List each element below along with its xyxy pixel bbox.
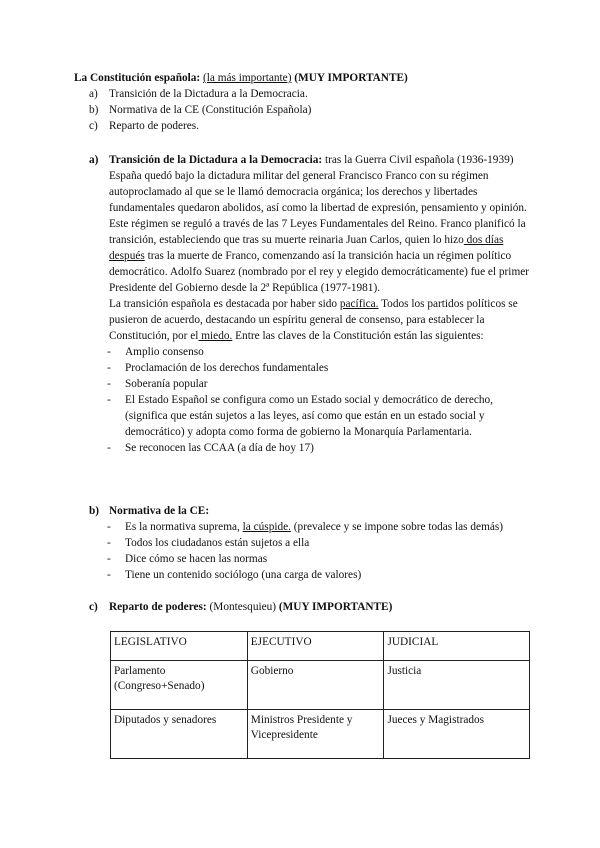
section-a-paragraph-2 (89, 296, 529, 344)
dash-marker: - (107, 442, 111, 454)
list-item-text: El Estado Español se configura como un Estado social y democrático de derecho,(significa que están sujetos a las leyes, así como que están en un estado social y democrático) y adopta como forma de gobierno la Monarquía Parlamentaria. (125, 394, 493, 438)
list-item (89, 567, 529, 583)
list-item-text: Todos los ciudadanos están sujetos a ella (125, 537, 310, 549)
list-item (89, 551, 529, 567)
section-a-marker: a) (89, 154, 99, 166)
title-main: La Constitución española: (74, 72, 201, 84)
index-marker: a) (89, 88, 98, 100)
index-list (89, 86, 311, 134)
section-c-header (89, 599, 529, 615)
table-cell: Gobierno (247, 661, 384, 710)
list-item (89, 392, 529, 440)
list-item-text: Amplio consenso (125, 346, 204, 358)
title-sub: (la más importante) (203, 72, 292, 84)
index-item (89, 86, 311, 102)
section-c-heading: Reparto de poderes: (109, 601, 207, 613)
section-a-text-5: Entre las claves de la Constitución están las siguientes: (232, 330, 484, 342)
index-text: Reparto de poderes. (109, 120, 200, 132)
table-header-row (111, 632, 530, 661)
dash-marker: - (107, 521, 111, 533)
dash-marker: - (107, 553, 111, 565)
section-b-heading: Normativa de la CE: (109, 505, 210, 517)
index-item (89, 118, 311, 134)
list-item (89, 376, 529, 392)
section-a (89, 152, 529, 456)
section-a-text-3: La transición española es destacada por haber sido (109, 298, 340, 310)
index-item (89, 102, 311, 118)
list-item (89, 344, 529, 360)
list-item-text: Proclamación de los derechos fundamentales (125, 362, 329, 374)
section-b-item-1a: Es la normativa suprema, (125, 521, 243, 533)
section-b-list (89, 519, 529, 583)
section-b-marker: b) (89, 505, 100, 517)
table-cell: Diputados y senadores (111, 710, 248, 759)
section-c (89, 599, 529, 615)
list-item (89, 535, 529, 551)
table-row (111, 661, 530, 710)
list-item (89, 519, 529, 535)
section-b-item-1b: (prevalece y se impone sobre todas las demás) (290, 521, 504, 533)
list-item-text: Tiene un contenido sociólogo (una carga de valores) (125, 569, 362, 581)
section-a-list (89, 344, 529, 456)
section-a-text-4: Todos los partidos políticos se pusieron de acuerdo, destacando un espíritu general de consenso, para establecer la Constitución, por el (109, 298, 518, 342)
section-a-underline-2: pacífica. (339, 298, 379, 310)
index-marker: c) (89, 120, 98, 132)
section-a-text-2: tras la muerte de Franco, comenzando así la transición hacia un régimen político democrático. Adolfo Suarez (nombrado por el rey y elegido democráticamente) fue el primer Presidente del Gobierno desde la 2ª República (1977-1981). (109, 250, 530, 294)
dash-marker: - (107, 394, 111, 406)
table-cell: Parlamento (Congreso+Senado) (111, 661, 248, 710)
index-text: Transición de la Dictadura a la Democracia. (109, 88, 308, 100)
section-b-item-1u: la cúspide. (242, 521, 291, 533)
document-title (74, 70, 408, 86)
table-header-cell: EJECUTIVO (247, 632, 384, 661)
table-cell: Ministros Presidente y Vicepresidente (247, 710, 384, 759)
section-c-marker: c) (89, 601, 98, 613)
table-cell: Justicia (384, 661, 530, 710)
list-item-text: Soberanía popular (125, 378, 208, 390)
section-a-text-1: tras la Guerra Civil española (1936-1939) España quedó bajo la dictadura militar del general Francisco Franco con su régimen autoproclamado al que se le llamó democracia orgánica; los derechos y libertades fundamentales quedaron abolidos, así como la libertad de expresión, pensamiento y opinión. Este régimen se reguló a través de las 7 Leyes Fundamentales del Reino. Franco planificó la transición, estableciendo que tras su muerte reinaria Juan Carlos, quien lo hizo (109, 154, 527, 246)
section-b-header (89, 503, 529, 519)
index-marker: b) (89, 104, 99, 116)
list-item-text: Se reconocen las CCAA (a día de hoy 17) (125, 442, 314, 454)
dash-marker: - (107, 569, 111, 581)
powers-table (110, 631, 530, 759)
dash-marker: - (107, 537, 111, 549)
section-a-underline-1: dos días después (109, 234, 504, 262)
section-c-author: (Montesquieu) (206, 601, 277, 613)
list-item (89, 440, 529, 456)
table-header-cell: JUDICIAL (384, 632, 530, 661)
dash-marker: - (107, 346, 111, 358)
section-a-underline-3: miedo. (198, 330, 233, 342)
list-item-text: Dice cómo se hacen las normas (125, 553, 268, 565)
section-a-heading: Transición de la Dictadura a la Democracia: (109, 154, 323, 166)
dash-marker: - (107, 378, 111, 390)
title-tag: (MUY IMPORTANTE) (294, 72, 408, 84)
table-cell: Jueces y Magistrados (384, 710, 530, 759)
table-header-cell: LEGISLATIVO (111, 632, 248, 661)
section-a-paragraph (89, 152, 529, 296)
table-row (111, 710, 530, 759)
index-text: Normativa de la CE (Constitución Española) (109, 104, 312, 116)
dash-marker: - (107, 362, 111, 374)
section-c-tag: (MUY IMPORTANTE) (276, 601, 393, 613)
list-item (89, 360, 529, 376)
section-b (89, 503, 529, 583)
